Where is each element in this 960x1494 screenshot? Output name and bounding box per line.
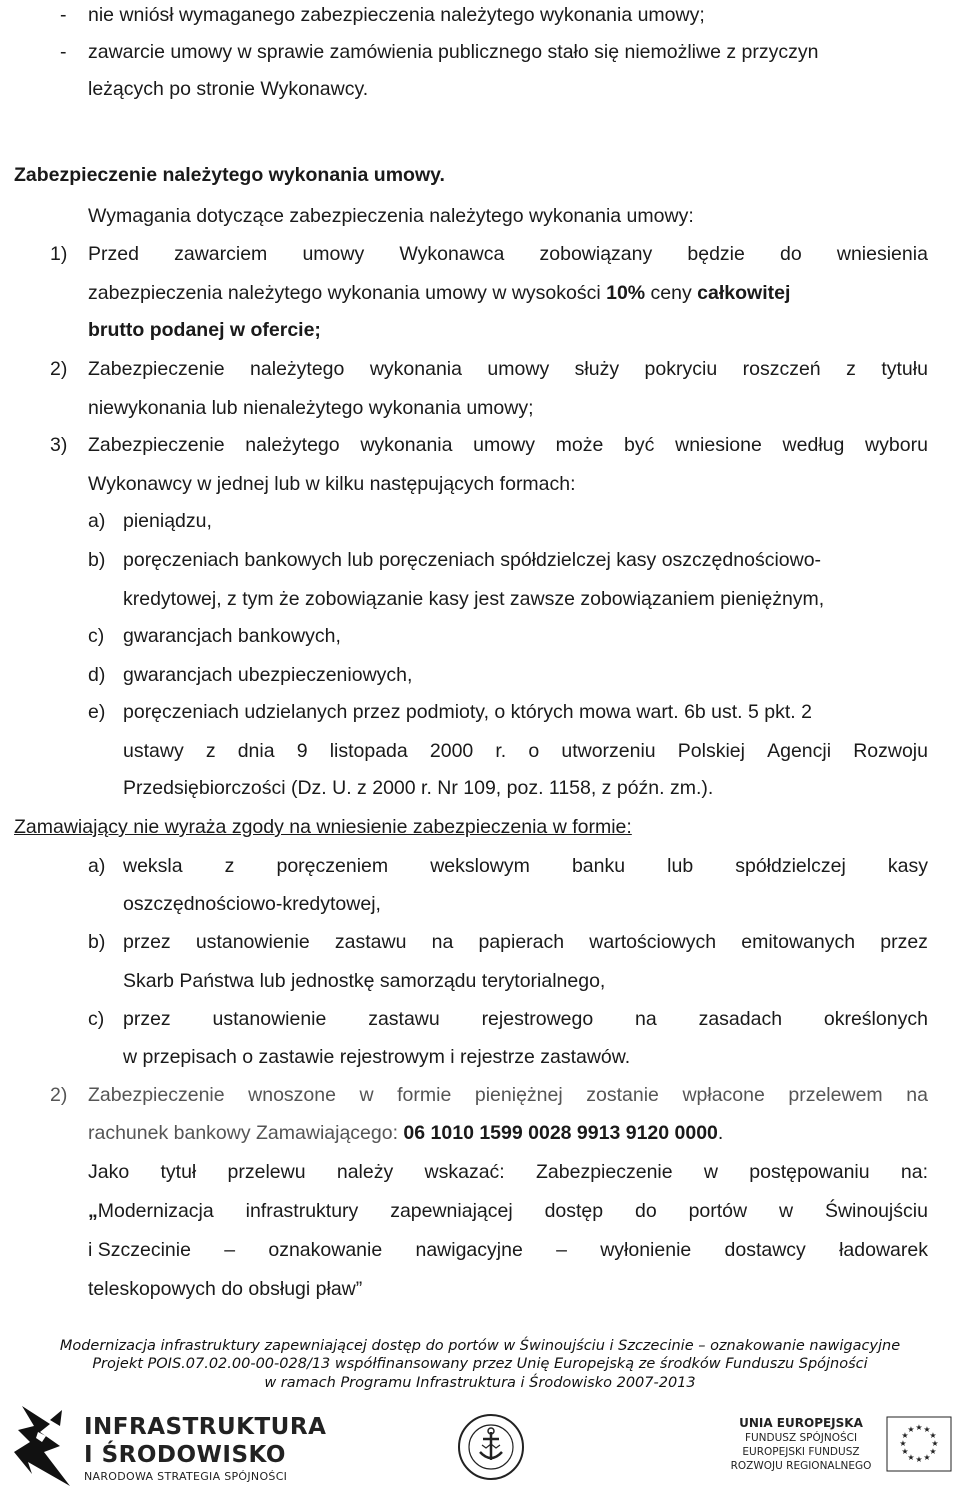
list-dash: - (60, 4, 67, 26)
p3-line-2: Wykonawcy w jednej lub w kilku następujących formach: (88, 473, 576, 495)
p3-line-1: Zabezpieczenie należytego wykonania umowy może być wniesione według wyboru (88, 434, 928, 456)
svg-text:★: ★ (931, 1439, 939, 1448)
p3-d-label: d) (88, 664, 106, 686)
p3-e-text-1: poręczeniach udzielanych przez podmioty, o których mowa wart. 6b ust. 5 pkt. 2 (123, 701, 812, 723)
p3-b-label: b) (88, 549, 106, 571)
p3-number: 3) (50, 434, 68, 456)
svg-text:★: ★ (899, 1439, 907, 1448)
p3-e-text-3: Przedsiębiorczości (Dz. U. z 2000 r. Nr 109, poz. 1158, z późn. zm.). (123, 777, 714, 799)
anchor-seal-icon (456, 1412, 526, 1482)
logo-left-line-1: INFRASTRUKTURA (84, 1414, 327, 1440)
p2-line-2: niewykonania lub nienależytego wykonania umowy; (88, 397, 534, 419)
na-a-text-1: weksla z poręczeniem wekslowym banku lub spółdzielczej kasy (123, 855, 928, 877)
list-item-2a: zawarcie umowy w sprawie zamówienia publicznego stało się niemożliwe z przyczyn (88, 41, 819, 63)
p3-d-text: gwarancjach ubezpieczeniowych, (123, 664, 413, 686)
eu-logo (728, 1412, 954, 1490)
eu-line-3: EUROPEJSKI FUNDUSZ (742, 1446, 860, 1458)
list-item-1: nie wniósł wymaganego zabezpieczenia należytego wykonania umowy; (88, 4, 705, 26)
urzad-morski-seal (456, 1412, 526, 1482)
p3-b-text-2: kredytowej, z tym że zobowiązanie kasy jest zawsze zobowiązaniem pieniężnym, (123, 588, 825, 610)
no-accept-heading: Zamawiający nie wyraża zgody na wniesienie zabezpieczenia w formie: (14, 816, 632, 838)
p1-number: 1) (50, 243, 68, 265)
footer-line-3: w ramach Programu Infrastruktura i Środowisko 2007-2013 (264, 1375, 696, 1391)
p2-number: 2) (50, 358, 68, 380)
p3-e-text-2: ustawy z dnia 9 listopada 2000 r. o utworzeniu Polskiej Agencji Rozwoju (123, 740, 928, 762)
section-heading: Zabezpieczenie należytego wykonania umowy. (14, 164, 445, 186)
requirements-intro: Wymagania dotyczące zabezpieczenia należytego wykonania umowy: (88, 205, 694, 227)
na-a-label: a) (88, 855, 106, 877)
p2-line-1: Zabezpieczenie należytego wykonania umowy służy pokryciu roszczeń z tytułu (88, 358, 928, 380)
infrastruktura-logo (10, 1402, 327, 1490)
p3-c-text: gwarancjach bankowych, (123, 625, 341, 647)
svg-text:★: ★ (915, 1455, 923, 1464)
svg-text:★: ★ (907, 1425, 915, 1434)
svg-text:★: ★ (907, 1453, 915, 1462)
na-c-text-2: w przepisach o zastawie rejestrowym i rejestrze zastawów. (123, 1046, 631, 1068)
infrastruktura-logo-mark (10, 1402, 76, 1488)
p3-a-text: pieniądzu, (123, 510, 212, 532)
p2b-line-3: Jako tytuł przelewu należy wskazać: Zabezpieczenie w postępowaniu na: (88, 1161, 928, 1183)
footer-line-1: Modernizacja infrastruktury zapewniającej dostęp do portów w Świnoujściu i Szczecinie – oznakowanie nawigacyjne (59, 1338, 901, 1354)
logo-left-line-3: NARODOWA STRATEGIA SPÓJNOŚCI (84, 1470, 288, 1483)
list-dash: - (60, 41, 67, 63)
list-item-2b: leżących po stronie Wykonawcy. (88, 78, 369, 100)
svg-text:★: ★ (901, 1447, 909, 1456)
eu-line-2: FUNDUSZ SPÓJNOŚCI (744, 1432, 858, 1444)
svg-text:★: ★ (923, 1453, 931, 1462)
svg-text:★: ★ (929, 1447, 937, 1456)
svg-text:★: ★ (923, 1425, 931, 1434)
p2b-number: 2) (50, 1084, 68, 1106)
p1-line-3: brutto podanej w ofercie; (88, 319, 321, 341)
na-c-label: c) (88, 1008, 105, 1030)
p2b-line-5: i Szczecinie – oznakowanie nawigacyjne – wyłonienie dostawcy ładowarek (88, 1239, 928, 1261)
p2b-line-4: „Modernizacja infrastruktury zapewniającej dostęp do portów w Świnoujściu (88, 1200, 928, 1222)
p3-b-text-1: poręczeniach bankowych lub poręczeniach spółdzielczej kasy oszczędnościowo- (123, 549, 822, 571)
p1-line-2: zabezpieczenia należytego wykonania umowy w wysokości 10% ceny całkowitej (88, 282, 791, 304)
p1-line-1: Przed zawarciem umowy Wykonawca zobowiązany będzie do wniesienia (88, 243, 928, 265)
p3-e-label: e) (88, 701, 106, 723)
p2b-line-6: teleskopowych do obsługi pław” (88, 1278, 363, 1300)
svg-text:★: ★ (901, 1431, 909, 1440)
p2b-line-1: Zabezpieczenie wnoszone w formie pieniężnej zostanie wpłacone przelewem na (88, 1084, 928, 1106)
na-b-text-2: Skarb Państwa lub jednostkę samorządu terytorialnego, (123, 970, 606, 992)
na-c-text-1: przez ustanowienie zastawu rejestrowego na zasadach określonych (123, 1008, 928, 1030)
p2b-line-2: rachunek bankowy Zamawiającego: 06 1010 1599 0028 9913 9120 0000. (88, 1122, 724, 1144)
logo-left-line-2: I ŚRODOWISKO (84, 1442, 286, 1468)
na-a-text-2: oszczędnościowo-kredytowej, (123, 893, 381, 915)
svg-text:★: ★ (929, 1431, 937, 1440)
p3-a-label: a) (88, 510, 106, 532)
svg-text:★: ★ (915, 1423, 923, 1432)
na-b-text-1: przez ustanowienie zastawu na papierach wartościowych emitowanych przez (123, 931, 928, 953)
p3-c-label: c) (88, 625, 105, 647)
eu-flag-icon (886, 1416, 952, 1472)
na-b-label: b) (88, 931, 106, 953)
eu-line-4: ROZWOJU REGIONALNEGO (730, 1460, 872, 1472)
eu-line-1: UNIA EUROPEJSKA (739, 1416, 863, 1430)
footer-line-2: Projekt POIS.07.02.00-00-028/13 współfinansowany przez Unię Europejską ze środków Funduszu Spójności (92, 1356, 868, 1372)
